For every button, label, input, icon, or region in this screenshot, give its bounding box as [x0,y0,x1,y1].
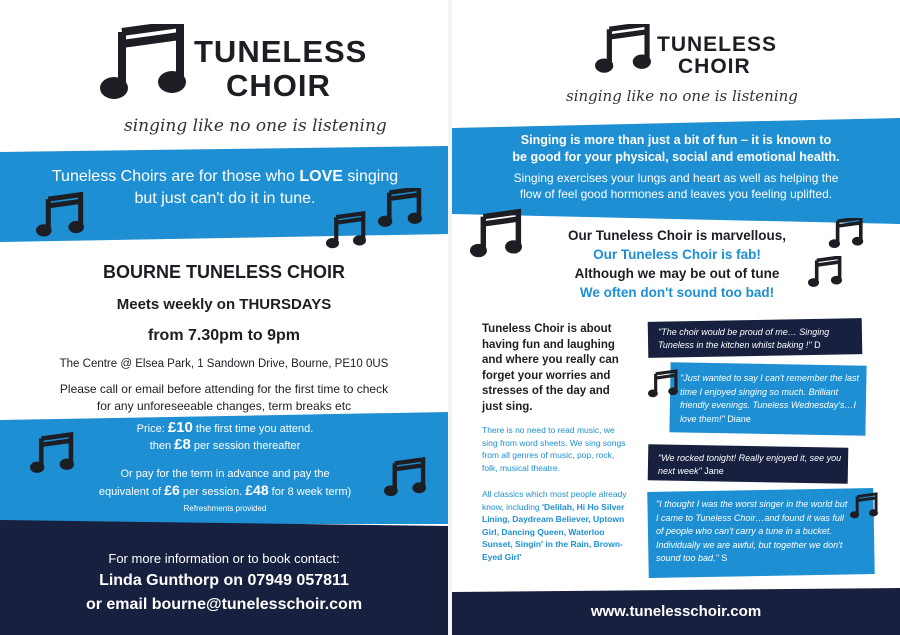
music-note-icon [384,456,426,502]
intro-line1-post: singing [342,168,399,185]
health-line4: flow of feel good hormones and leaves you feeling uplifted. [519,187,833,201]
website-link[interactable]: www.tunelesschoir.com [590,603,762,620]
music-note-icon [100,24,186,104]
term-pre: equivalent of [98,486,165,498]
contact-intro: For more information or to book contact: [108,551,340,566]
testimonial-author: S [721,553,728,563]
about-classics [482,488,632,563]
marvellous-line4: We often don't sound too bad! [579,285,775,300]
intro-love: LOVE [299,168,343,185]
marvellous-line3: Although we may be out of tune [574,266,780,281]
testimonial-text: "The choir would be proud of me… Singing Tuneless in the kitchen whilst baking !" [658,327,830,350]
meets-line: Meets weekly on THURSDAYS [116,296,332,313]
music-note-icon [326,210,366,254]
music-note-icon [30,432,74,478]
flyer-right-page [452,0,900,635]
music-note-icon [594,24,652,76]
time-line: from 7.30pm to 9pm [147,327,301,344]
term-total: £48 [245,482,269,498]
term-mid: per session. [179,486,246,498]
venue-line: The Centre @ Elsea Park, 1 Sandown Drive, Bourne, PE10 0US [59,358,389,370]
music-note-icon [378,188,422,230]
testimonial-author: D [814,340,821,350]
term-line1: Or pay for the term in advance and pay the [120,468,330,480]
tagline: singing like no one is listening [566,87,798,105]
price-session: £8 [174,436,191,453]
music-note-icon [648,368,678,402]
testimonial-author: Diane [727,413,751,424]
testimonial-text: "Just wanted to say I can't remember the last time I enjoyed singing so much. Brilliant friendly evenings. Tuneless Wednesday's…I love them!" [680,373,859,424]
about-classics-songs: 'Delilah, Hi Ho Silver Lining, Daydream Believer, Uptown Girl, Dancing Queen, Waterloo Sunset, Singin' in the Rain, Brown-Eyed Girl' [482,501,625,562]
refreshments: Refreshments provided [183,504,267,513]
notice-line2: for any unforeseeable changes, term breaks etc [96,399,352,413]
testimonial-1 [658,326,858,352]
marvellous-line1: Our Tuneless Choir is marvellous, [567,228,787,243]
music-note-icon [36,190,84,244]
logo-title-line1: TUNELESS [657,33,778,56]
about-intro: Tuneless Choir is about having fun and laughing and where you really can forget your worries and stresses of the day and just sing. [482,323,619,413]
marvellous-line2: Our Tuneless Choir is fab! [593,247,761,262]
price-p2-pre: then [149,440,175,452]
logo-title-line1: TUNELESS [194,34,368,69]
testimonial-text: "I thought I was the worst singer in the world but I came to Tuneless Choir…and found it was full of people who can't carry a tune in a bucket. Individually we are awful, but together we don't sound too bad." [656,499,848,563]
price-text [90,420,360,454]
intro-line1-pre: Tuneless Choirs are for those who [51,168,300,185]
testimonial-author: Jane [704,466,724,476]
price-p2-post: per session thereafter [190,440,301,452]
testimonial-3 [658,452,844,478]
music-note-icon [808,256,842,290]
choir-heading: BOURNE TUNELESS CHOIR [102,262,345,282]
term-per-session: £6 [164,482,180,498]
health-line3: Singing exercises your lungs and heart as well as helping the [513,171,839,185]
music-note-icon [828,218,864,250]
contact-phone: Linda Gunthorp on 07949 057811 [99,572,349,589]
price-p1-post: the first time you attend. [192,423,314,435]
health-line1: Singing is more than just a bit of fun – it is known to [520,133,832,147]
music-note-icon [850,492,878,522]
contact-email: or email bourne@tunelesschoir.com [85,596,363,613]
tagline: singing like no one is listening [124,116,387,136]
term-text [70,466,380,517]
about-music: There is no need to read music, we sing from word sheets. We sing songs from all genres of music, pop, rock, folk, musical theatre. [482,425,626,473]
price-first: £10 [167,419,193,436]
testimonial-4 [656,498,852,566]
term-post: for 8 week term) [268,486,352,498]
testimonial-2 [680,372,860,426]
notice-line1: Please call or email before attending for the first time to check [59,382,389,396]
health-line2: be good for your physical, social and emotional health. [512,150,840,164]
about-classics-pre: All classics which most people already know, including [482,489,627,512]
testimonial-text: "We rocked tonight! Really enjoyed it, see you next week" [658,453,842,476]
logo-title-line2: CHOIR [226,68,331,103]
price-p1-pre: Price: [136,423,168,435]
flyer-left-page [0,0,448,635]
intro-line2: but just can't do it in tune. [134,190,316,207]
logo-title-line2: CHOIR [678,55,751,78]
